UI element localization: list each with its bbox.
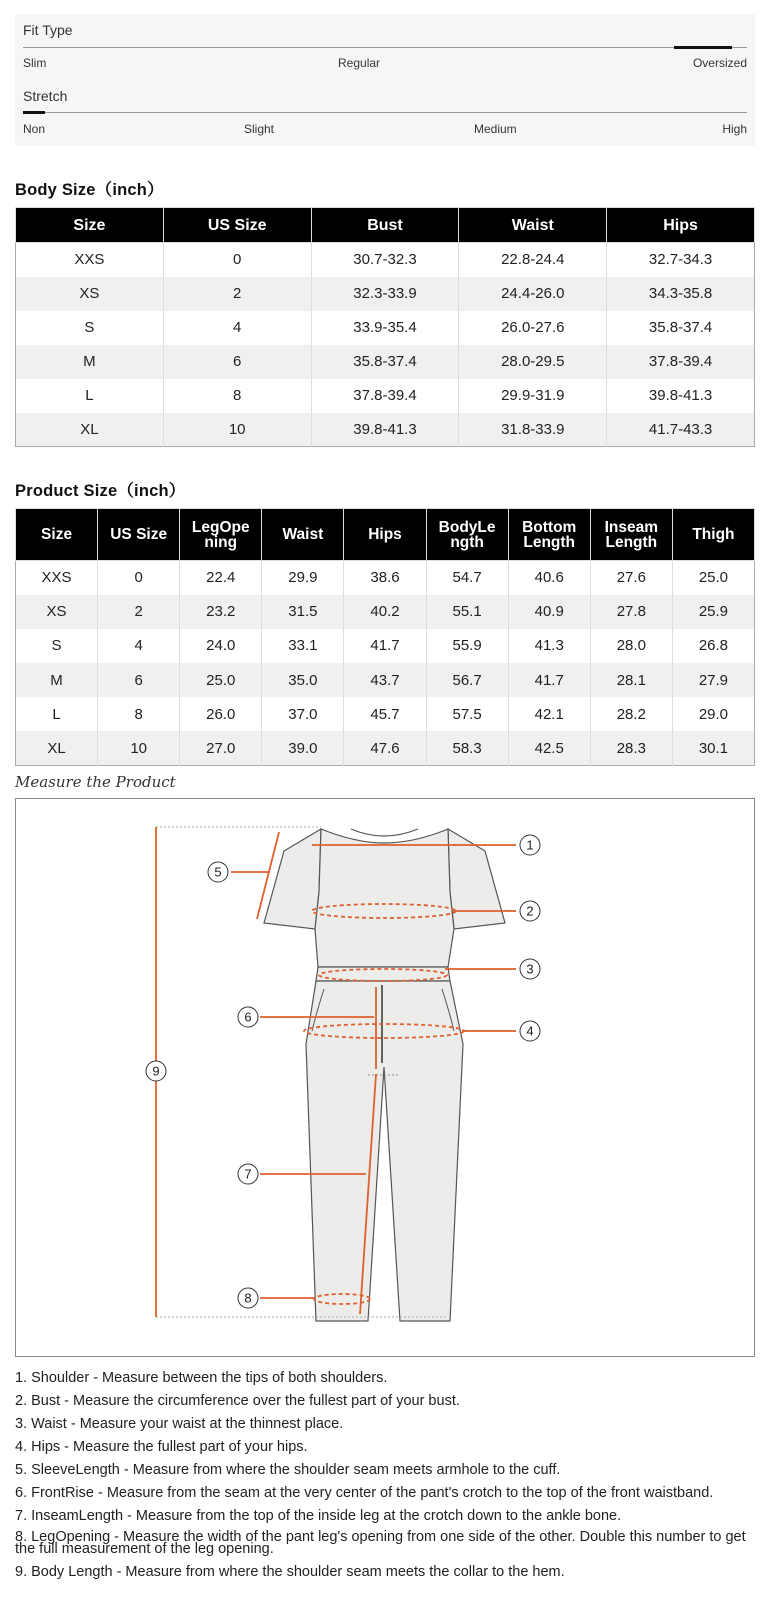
- callout-2: [520, 901, 540, 921]
- cell: 41.7: [508, 663, 590, 697]
- callout-3-number: 3: [526, 961, 534, 977]
- table-row: [16, 629, 755, 663]
- cell: 54.7: [426, 561, 508, 595]
- cell: XL: [16, 413, 164, 447]
- callout-4-number: 4: [526, 1023, 534, 1039]
- cell: 35.0: [262, 663, 344, 697]
- callout-5-number: 5: [214, 864, 222, 880]
- cell: 41.7-43.3: [607, 413, 755, 447]
- cell: 58.3: [426, 731, 508, 765]
- callout-4: [520, 1021, 540, 1041]
- cell: 27.9: [672, 663, 754, 697]
- cell: 4: [163, 311, 311, 345]
- cell: 25.0: [180, 663, 262, 697]
- cell: 28.0: [590, 629, 672, 663]
- cell: 39.8-41.3: [311, 413, 459, 447]
- cell: 25.0: [672, 561, 754, 595]
- header-us-size: US Size: [163, 208, 311, 243]
- cell: 27.8: [590, 595, 672, 629]
- callout-8: [238, 1288, 258, 1308]
- cell: 25.9: [672, 595, 754, 629]
- header-size: Size: [16, 509, 98, 561]
- cell: 26.8: [672, 629, 754, 663]
- instruction-bust: 2. Bust - Measure the circumference over the fullest part of your bust.: [15, 1393, 460, 1409]
- cell: 27.6: [590, 561, 672, 595]
- table-row: [16, 595, 755, 629]
- fit-stretch-panel: [15, 14, 755, 146]
- fit-type-scale-line: [23, 47, 747, 48]
- cell: 34.3-35.8: [607, 277, 755, 311]
- header-hips: Hips: [344, 509, 426, 561]
- callout-1-number: 1: [526, 837, 534, 853]
- fit-type-title: Fit Type: [23, 22, 73, 38]
- cell: 10: [98, 731, 180, 765]
- cell: XS: [16, 277, 164, 311]
- instruction-leg-opening: 8. LegOpening - Measure the width of the pant leg's opening from one side of the other. Double this number to get the full measurement of the leg opening.: [15, 1529, 746, 1557]
- instruction-waist: 3. Waist - Measure your waist at the thinnest place.: [15, 1416, 344, 1432]
- right-sleeve: [448, 829, 505, 929]
- cell: 41.3: [508, 629, 590, 663]
- cell: 42.1: [508, 697, 590, 731]
- cell: 39.8-41.3: [607, 379, 755, 413]
- cell: 33.1: [262, 629, 344, 663]
- header-waist: Waist: [459, 208, 607, 243]
- callout-6-number: 6: [244, 1009, 252, 1025]
- stretch-label-slight: Slight: [244, 122, 275, 136]
- instruction-body-length: 9. Body Length - Measure from where the shoulder seam meets the collar to the hem.: [15, 1564, 565, 1580]
- cell: S: [16, 629, 98, 663]
- cell: 31.5: [262, 595, 344, 629]
- body-size-table: [15, 207, 755, 447]
- cell: 56.7: [426, 663, 508, 697]
- cell: 33.9-35.4: [311, 311, 459, 345]
- cell: 24.4-26.0: [459, 277, 607, 311]
- cell: 8: [98, 697, 180, 731]
- instruction-hips: 4. Hips - Measure the fullest part of your hips.: [15, 1439, 308, 1455]
- stretch-selected-marker: [23, 111, 45, 114]
- cell: 57.5: [426, 697, 508, 731]
- table-row: [16, 311, 755, 345]
- cell: 2: [98, 595, 180, 629]
- cell: 0: [98, 561, 180, 595]
- measure-caption: Measure the Product: [15, 773, 176, 791]
- instruction-sleeve-length: 5. SleeveLength - Measure from where the shoulder seam meets armhole to the cuff.: [15, 1462, 561, 1478]
- header-us-size: US Size: [98, 509, 180, 561]
- instruction-front-rise: 6. FrontRise - Measure from the seam at the very center of the pant's crotch to the top of the front waistband.: [15, 1485, 714, 1501]
- cell: 4: [98, 629, 180, 663]
- cell: XXS: [16, 243, 164, 277]
- cell: 35.8-37.4: [607, 311, 755, 345]
- measurement-instructions: [15, 1370, 760, 1587]
- callout-9: [146, 1061, 166, 1081]
- cell: M: [16, 663, 98, 697]
- cell: 24.0: [180, 629, 262, 663]
- callout-7: [238, 1164, 258, 1184]
- cell: 41.7: [344, 629, 426, 663]
- cell: 45.7: [344, 697, 426, 731]
- waistband: [316, 967, 450, 981]
- table-header-row: [16, 509, 755, 561]
- cell: 43.7: [344, 663, 426, 697]
- table-row: [16, 697, 755, 731]
- cell: 29.9-31.9: [459, 379, 607, 413]
- cell: 30.7-32.3: [311, 243, 459, 277]
- cell: 6: [98, 663, 180, 697]
- table-row: [16, 243, 755, 277]
- cell: 35.8-37.4: [311, 345, 459, 379]
- table-row: [16, 663, 755, 697]
- product-size-table: [15, 508, 755, 766]
- cell: 40.6: [508, 561, 590, 595]
- cell: L: [16, 697, 98, 731]
- callout-5: [208, 862, 228, 882]
- left-sleeve: [264, 829, 321, 929]
- cell: 55.9: [426, 629, 508, 663]
- cell: 26.0: [180, 697, 262, 731]
- header-hips: Hips: [607, 208, 755, 243]
- cell: XS: [16, 595, 98, 629]
- cell: S: [16, 311, 164, 345]
- table-row: [16, 731, 755, 765]
- callout-2-number: 2: [526, 903, 534, 919]
- table-row: [16, 561, 755, 595]
- cell: 47.6: [344, 731, 426, 765]
- cell: XXS: [16, 561, 98, 595]
- fit-type-label-slim: Slim: [23, 56, 47, 70]
- measurement-diagram: [15, 798, 755, 1357]
- table-row: [16, 413, 755, 447]
- trousers: [306, 981, 463, 1321]
- cell: 32.7-34.3: [607, 243, 755, 277]
- cell: 29.9: [262, 561, 344, 595]
- cell: M: [16, 345, 164, 379]
- cell: 40.2: [344, 595, 426, 629]
- cell: 27.0: [180, 731, 262, 765]
- stretch-label-non: Non: [23, 122, 46, 136]
- cell: XL: [16, 731, 98, 765]
- header-leg-opening: LegOpe ning: [180, 509, 262, 561]
- cell: 37.8-39.4: [607, 345, 755, 379]
- table-row: [16, 379, 755, 413]
- cell: 42.5: [508, 731, 590, 765]
- header-thigh: Thigh: [672, 509, 754, 561]
- table-header-row: [16, 208, 755, 243]
- fit-type-selected-marker: [674, 46, 732, 49]
- table-row: [16, 277, 755, 311]
- fit-type-label-regular: Regular: [338, 56, 381, 70]
- stretch-scale-line: [23, 112, 747, 113]
- cell: 28.3: [590, 731, 672, 765]
- cell: 40.9: [508, 595, 590, 629]
- cell: 29.0: [672, 697, 754, 731]
- callout-3: [520, 959, 540, 979]
- stretch-title: Stretch: [23, 88, 68, 104]
- cell: 22.8-24.4: [459, 243, 607, 277]
- header-bust: Bust: [311, 208, 459, 243]
- fit-type-label-oversized: Oversized: [692, 56, 747, 70]
- table-row: [16, 345, 755, 379]
- cell: 26.0-27.6: [459, 311, 607, 345]
- stretch-label-medium: Medium: [474, 122, 517, 136]
- header-waist: Waist: [262, 509, 344, 561]
- header-size: Size: [16, 208, 164, 243]
- neckline: [351, 829, 418, 836]
- cell: 31.8-33.9: [459, 413, 607, 447]
- header-bottom-length: Bottom Length: [508, 509, 590, 561]
- cell: 28.0-29.5: [459, 345, 607, 379]
- cell: 32.3-33.9: [311, 277, 459, 311]
- instruction-shoulder: 1. Shoulder - Measure between the tips of both shoulders.: [15, 1370, 388, 1386]
- cell: 37.8-39.4: [311, 379, 459, 413]
- jumpsuit-illustration: [16, 799, 754, 1356]
- bodice: [315, 829, 454, 967]
- cell: L: [16, 379, 164, 413]
- cell: 37.0: [262, 697, 344, 731]
- callout-1: [520, 835, 540, 855]
- product-size-title: Product Size（inch）: [15, 482, 186, 500]
- cell: 55.1: [426, 595, 508, 629]
- cell: 0: [163, 243, 311, 277]
- instruction-inseam-length: 7. InseamLength - Measure from the top of the inside leg at the crotch down to the ankle bone.: [15, 1508, 622, 1524]
- body-size-title: Body Size（inch）: [15, 181, 164, 199]
- cell: 39.0: [262, 731, 344, 765]
- cell: 6: [163, 345, 311, 379]
- cell: 10: [163, 413, 311, 447]
- callout-7-number: 7: [244, 1166, 252, 1182]
- header-inseam-length: Inseam Length: [590, 509, 672, 561]
- cell: 38.6: [344, 561, 426, 595]
- cell: 8: [163, 379, 311, 413]
- callout-8-number: 8: [244, 1290, 252, 1306]
- cell: 30.1: [672, 731, 754, 765]
- cell: 2: [163, 277, 311, 311]
- cell: 28.1: [590, 663, 672, 697]
- stretch-label-high: High: [722, 122, 747, 136]
- callout-6: [238, 1007, 258, 1027]
- cell: 23.2: [180, 595, 262, 629]
- cell: 22.4: [180, 561, 262, 595]
- callout-9-number: 9: [152, 1063, 160, 1079]
- cell: 28.2: [590, 697, 672, 731]
- header-body-length: BodyLe ngth: [426, 509, 508, 561]
